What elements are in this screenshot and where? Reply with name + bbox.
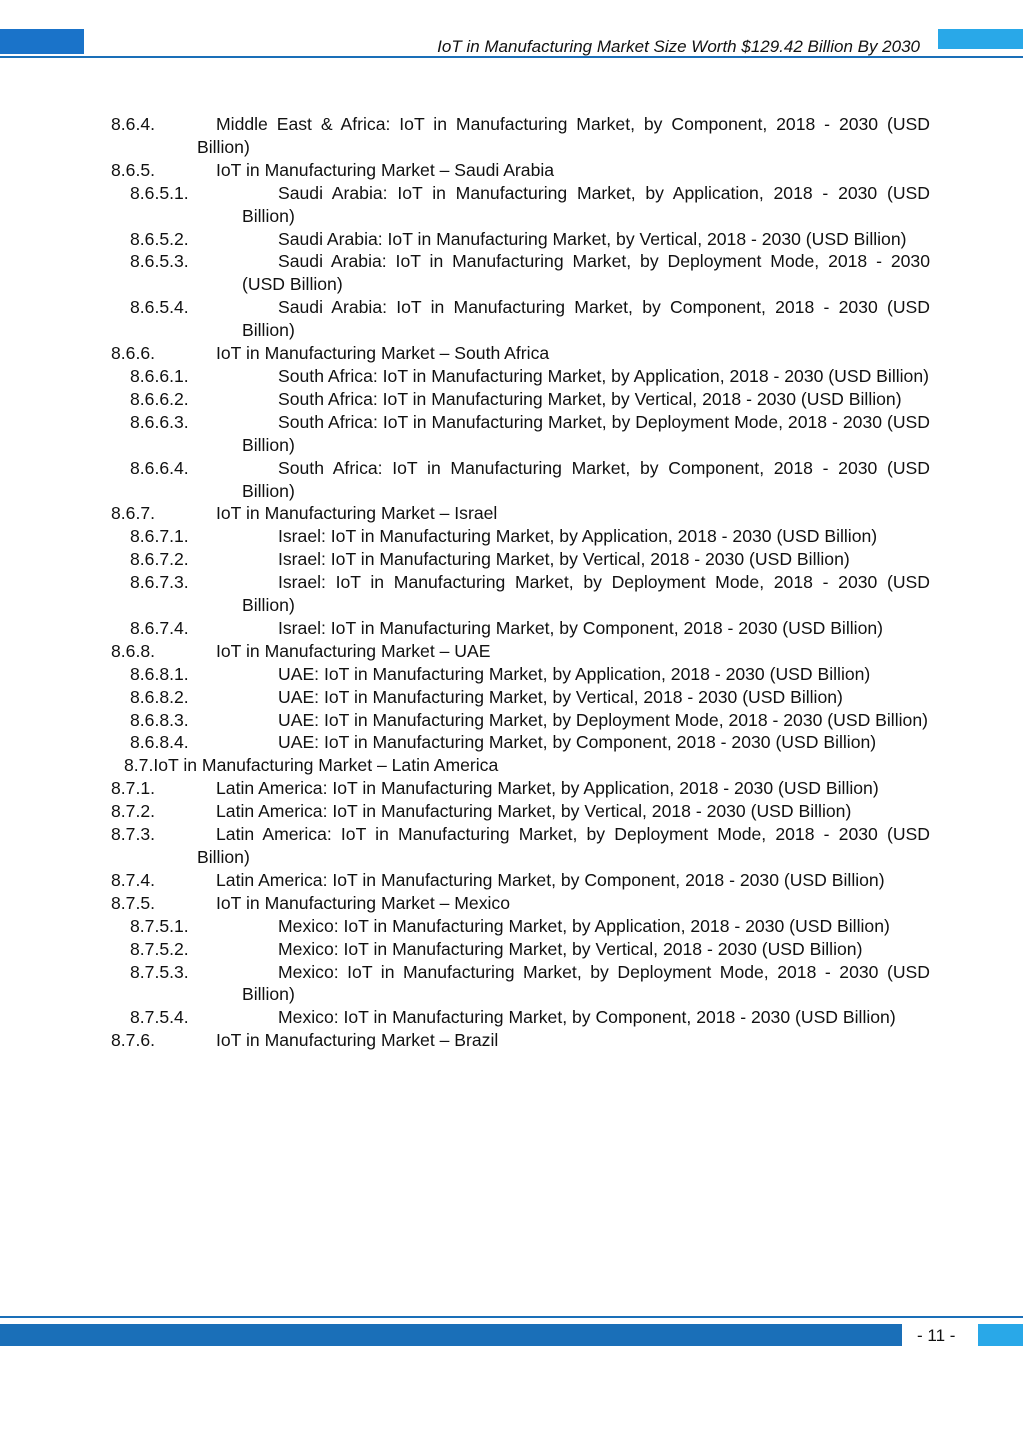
header-accent-left [0,29,84,54]
toc-entry-number: 8.7.5.1. [130,915,189,936]
toc-entry [0,754,930,777]
page-number: - 11 - [917,1326,956,1345]
toc-entry [0,640,930,663]
toc-entry [0,159,930,182]
toc-entry-text: IoT in Manufacturing Market – Latin America [153,755,499,776]
toc-entry-number: 8.7.5.4. [130,1007,189,1028]
toc-entry-text: South Africa: IoT in Manufacturing Market, by Vertical, 2018 - 2030 (USD Billion) [278,388,902,409]
toc-entry [0,365,930,388]
toc-entry-text: IoT in Manufacturing Market – Mexico [216,892,511,913]
toc-entry [0,250,930,296]
toc-entry-number: 8.6.6.1. [130,365,189,386]
toc-entry [0,411,930,457]
toc-entry-number: 8.6.5. [111,159,156,180]
toc-entry [0,938,930,961]
toc-entry [0,709,930,732]
toc-entry-text: IoT in Manufacturing Market – UAE [216,640,491,661]
toc-entry-text: UAE: IoT in Manufacturing Market, by Deployment Mode, 2018 - 2030 (USD Billion) [278,709,928,730]
toc-entry [0,686,930,709]
toc-entry-text: IoT in Manufacturing Market – South Africa [216,343,550,364]
toc-entry-text: Saudi Arabia: IoT in Manufacturing Market, by Component, 2018 - 2030 (USD Billion) [242,297,930,341]
toc-entry-text: Israel: IoT in Manufacturing Market, by Component, 2018 - 2030 (USD Billion) [278,617,883,638]
toc-entry-text: IoT in Manufacturing Market – Saudi Arabia [216,159,555,180]
toc-entry [0,525,930,548]
toc-entry-number: 8.6.7. [111,503,156,524]
toc-entry-number: 8.6.7.4. [130,617,189,638]
toc-entry-number: 8.6.8.1. [130,663,189,684]
toc-entry-number: 8.6.7.2. [130,549,189,570]
toc-entry-number: 8.6.8.2. [130,686,189,707]
toc-entry-text: Latin America: IoT in Manufacturing Market, by Vertical, 2018 - 2030 (USD Billion) [216,801,852,822]
toc-entry [0,548,930,571]
footer-rule [0,1316,1023,1318]
toc-entry [0,731,930,754]
toc-entry-number: 8.6.5.3. [130,251,189,272]
toc-entry [0,892,930,915]
toc-entry [0,502,930,525]
toc-entry-number: 8.7.5. [111,892,156,913]
toc-entry-number: 8.6.6. [111,343,156,364]
toc-entry-text: IoT in Manufacturing Market – Brazil [216,1030,499,1051]
toc-entry-text: UAE: IoT in Manufacturing Market, by Vertical, 2018 - 2030 (USD Billion) [278,686,843,707]
footer-accent-right [978,1324,1023,1346]
toc-entry-text: South Africa: IoT in Manufacturing Market, by Deployment Mode, 2018 - 2030 (USD Billion) [242,411,930,455]
toc-entry [0,296,930,342]
toc-entry-text: Mexico: IoT in Manufacturing Market, by Deployment Mode, 2018 - 2030 (USD Billion) [242,961,930,1005]
toc-entry-number: 8.7. [124,755,154,776]
toc-entry-text: South Africa: IoT in Manufacturing Market, by Application, 2018 - 2030 (USD Billion) [278,365,929,386]
toc-entry [0,961,930,1007]
toc-entry-number: 8.7.4. [111,869,156,890]
toc-entry-number: 8.7.5.3. [130,961,189,982]
toc-entry [0,800,930,823]
toc-entry-text: Israel: IoT in Manufacturing Market, by Vertical, 2018 - 2030 (USD Billion) [278,549,850,570]
toc-entry [0,571,930,617]
toc-entry [0,113,930,159]
toc-entry-text: Mexico: IoT in Manufacturing Market, by Component, 2018 - 2030 (USD Billion) [278,1007,896,1028]
toc-entry-number: 8.6.5.4. [130,297,189,318]
toc-entry-number: 8.7.2. [111,801,156,822]
toc-entry-number: 8.6.6.2. [130,388,189,409]
toc-entry [0,182,930,228]
toc-entry-number: 8.6.8. [111,640,156,661]
toc-entry [0,915,930,938]
toc-entry-text: Latin America: IoT in Manufacturing Market, by Application, 2018 - 2030 (USD Billion) [216,778,879,799]
toc-entry [0,228,930,251]
toc-entry [0,342,930,365]
toc-entry [0,663,930,686]
toc-entry-text: Mexico: IoT in Manufacturing Market, by Vertical, 2018 - 2030 (USD Billion) [278,938,863,959]
table-of-contents [0,113,1023,1052]
toc-entry-number: 8.6.6.3. [130,411,189,432]
toc-entry [0,388,930,411]
toc-entry-text: South Africa: IoT in Manufacturing Market, by Component, 2018 - 2030 (USD Billion) [242,457,930,501]
toc-entry-number: 8.6.4. [111,114,156,134]
toc-entry-text: Mexico: IoT in Manufacturing Market, by Application, 2018 - 2030 (USD Billion) [278,915,890,936]
header-accent-right [938,29,1023,49]
toc-entry [0,1006,930,1029]
toc-entry-number: 8.7.6. [111,1030,156,1051]
header-title: IoT in Manufacturing Market Size Worth $129.42 Billion By 2030 [437,37,920,56]
toc-entry-number: 8.6.7.3. [130,572,189,593]
toc-entry-text: Israel: IoT in Manufacturing Market, by Deployment Mode, 2018 - 2030 (USD Billion) [242,572,930,616]
toc-entry-text: IoT in Manufacturing Market – Israel [216,503,498,524]
footer-bar [0,1324,902,1346]
toc-entry-text: Saudi Arabia: IoT in Manufacturing Market, by Application, 2018 - 2030 (USD Billion) [242,182,930,226]
toc-entry-number: 8.6.7.1. [130,526,189,547]
toc-entry-text: UAE: IoT in Manufacturing Market, by Component, 2018 - 2030 (USD Billion) [278,732,877,753]
toc-entry [0,869,930,892]
toc-entry [0,617,930,640]
toc-entry-text: Latin America: IoT in Manufacturing Market, by Component, 2018 - 2030 (USD Billion) [216,869,885,890]
header-rule [0,56,1023,58]
toc-entry [0,1029,930,1052]
toc-entry-text: UAE: IoT in Manufacturing Market, by Application, 2018 - 2030 (USD Billion) [278,663,871,684]
toc-entry [0,457,930,503]
toc-entry-number: 8.7.1. [111,778,156,799]
toc-entry-text: Saudi Arabia: IoT in Manufacturing Market, by Deployment Mode, 2018 - 2030 (USD Billion) [242,251,930,295]
toc-entry-text: Israel: IoT in Manufacturing Market, by Application, 2018 - 2030 (USD Billion) [278,526,878,547]
toc-entry [0,777,930,800]
toc-entry-number: 8.7.5.2. [130,938,189,959]
toc-entry-number: 8.6.5.2. [130,228,189,249]
toc-entry-number: 8.6.8.4. [130,732,189,753]
toc-entry-text: Middle East & Africa: IoT in Manufacturing Market, by Component, 2018 - 2030 (USD Billion) [197,114,930,157]
toc-entry-number: 8.6.8.3. [130,709,189,730]
toc-entry-number: 8.6.6.4. [130,457,189,478]
toc-entry [0,823,930,869]
toc-entry-text: Latin America: IoT in Manufacturing Market, by Deployment Mode, 2018 - 2030 (USD Billion) [197,824,930,867]
toc-entry-text: Saudi Arabia: IoT in Manufacturing Market, by Vertical, 2018 - 2030 (USD Billion) [278,228,907,249]
toc-entry-number: 8.6.5.1. [130,182,189,203]
toc-entry-number: 8.7.3. [111,824,156,845]
